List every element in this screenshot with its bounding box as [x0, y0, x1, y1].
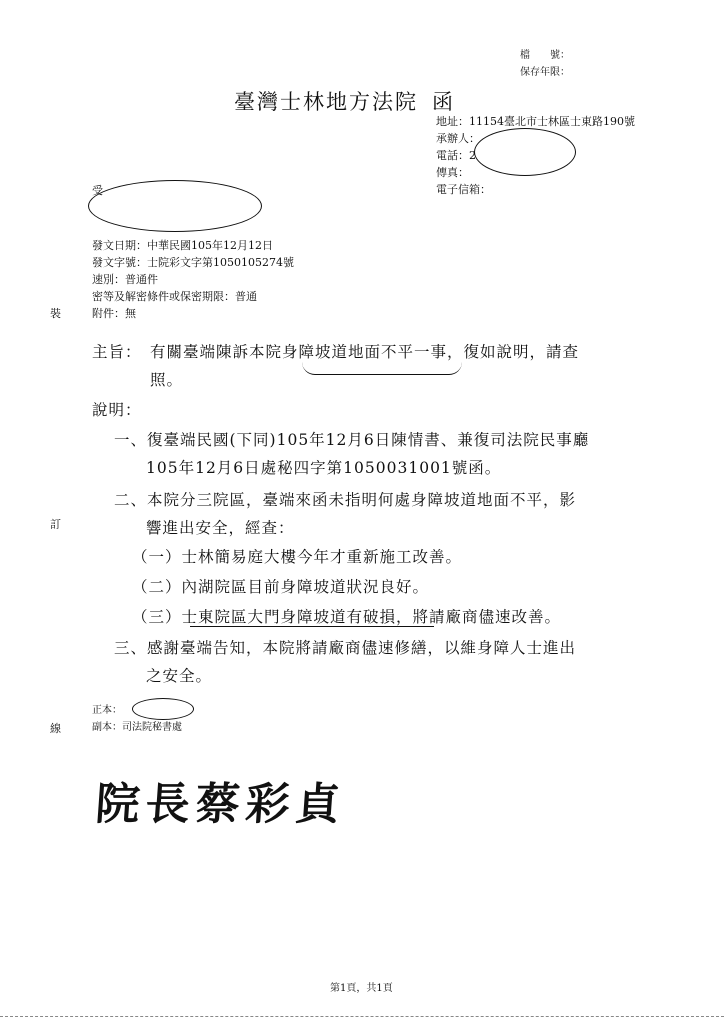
issue-number: 發文字號：士院彩文字第1050105274號: [92, 256, 294, 269]
subject-line-1: 有關臺端陳訴本院身障坡道地面不平一事，復如說明，請查: [150, 343, 580, 361]
redaction-oval-original: [132, 698, 194, 720]
copy-recipient: 副本：司法院秘書處: [92, 722, 182, 733]
sub-item-3-underline: [190, 626, 434, 627]
item-2-line-2: 響進出安全，經查：: [146, 519, 295, 537]
attachment: 附件：無: [92, 307, 136, 320]
binding-mark-top: 裝: [50, 307, 61, 320]
item-3-line-2: 之安全。: [146, 667, 213, 685]
binding-mark-bottom: 線: [50, 722, 61, 735]
court-title: 臺灣士林地方法院: [234, 90, 418, 114]
email-label: 電子信箱：: [436, 183, 491, 196]
subject-label: 主旨：: [92, 343, 142, 361]
bottom-scan-edge: [0, 1016, 724, 1017]
item-1-line-2: 105年12月6日處秘四字第1050031001號函。: [146, 459, 502, 477]
handler-label: 承辦人：: [436, 132, 480, 145]
doc-type-title: 函: [432, 90, 455, 114]
sub-item-3: （三）士東院區大門身障坡道有破損，將請廠商儘速改善。: [132, 608, 562, 626]
original-recipient-label: 正本：: [92, 705, 122, 716]
retention-period-label: 保存年限：: [520, 67, 570, 78]
issue-date: 發文日期：中華民國105年12月12日: [92, 239, 273, 252]
secrecy-level: 密等及解密條件或保密期限：普通: [92, 290, 257, 303]
redaction-oval-recipient: [88, 180, 262, 232]
explanation-label: 說明：: [92, 401, 142, 419]
subject-line-2: 照。: [150, 371, 184, 389]
phone-label: 電話：2: [436, 149, 476, 162]
item-2-line-1: 二、本院分三院區，臺端來函未指明何處身障坡道地面不平，影: [114, 491, 577, 509]
page-number: 第1頁，共1頁: [330, 983, 393, 994]
president-signature-stamp: 院長蔡彩貞: [93, 779, 348, 830]
delivery-speed: 速別：普通件: [92, 273, 158, 286]
sub-item-1: （一）士林簡易庭大樓今年才重新施工改善。: [132, 548, 463, 566]
file-number-label: 檔 號：: [520, 50, 570, 61]
sub-item-2: （二）內湖院區目前身障坡道狀況良好。: [132, 578, 430, 596]
binding-mark-middle: 訂: [50, 518, 61, 531]
item-1-line-1: 一、復臺端民國(下同)105年12月6日陳情書、兼復司法院民事廳: [114, 431, 590, 449]
fax-label: 傳真：: [436, 166, 469, 179]
address-line: 地址：11154臺北市士林區士東路190號: [436, 115, 635, 128]
redaction-oval-handler: [474, 128, 576, 176]
item-3-line-1: 三、感謝臺端告知，本院將請廠商儘速修繕，以維身障人士進出: [114, 639, 577, 657]
recipient-label: 受: [92, 184, 103, 197]
subject-underline-mark: [302, 362, 462, 375]
